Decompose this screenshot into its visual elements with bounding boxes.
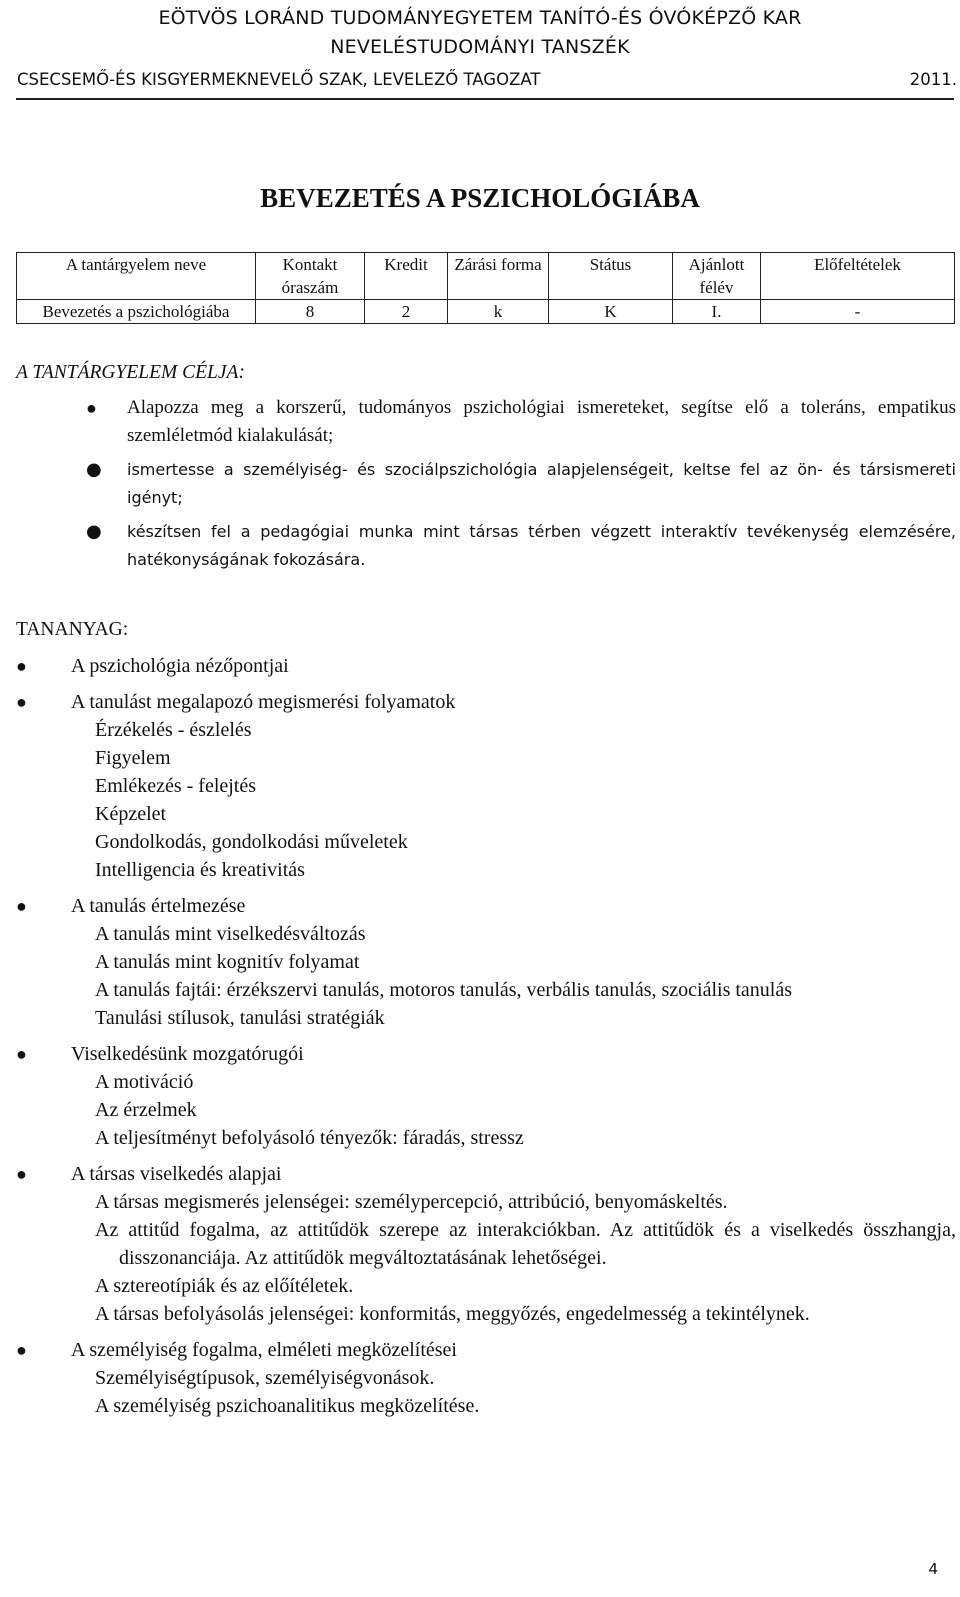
list-item: [16, 688, 956, 884]
subtopic-list: [71, 1188, 956, 1328]
table-header-cell: Kontakt óraszám: [256, 253, 365, 300]
subtopic-item: Érzékelés - észlelés: [95, 719, 252, 741]
table-cell: k: [448, 300, 549, 324]
subtopic-item: Képzelet: [95, 803, 167, 825]
header-program-row: [17, 70, 957, 89]
bullet-icon: ●: [86, 459, 102, 480]
table-header-cell: Státus: [549, 253, 673, 300]
table-cell: K: [549, 300, 673, 324]
goal-text: készítsen fel a pedagógiai munka mint társas térben végzett interaktív tevékenység elemzésére, hatékonyságának fokozására.: [127, 522, 956, 569]
topic-title: Viselkedésünk mozgatórugói: [71, 1043, 304, 1065]
topic-title: A tanulás értelmezése: [71, 895, 246, 917]
header-rule: [16, 98, 954, 100]
list-item: [86, 394, 956, 450]
header-program: CSECSEMŐ-ÉS KISGYERMEKNEVELŐ SZAK, LEVELEZŐ TAGOZAT: [17, 70, 541, 89]
bullet-icon: ●: [16, 656, 27, 676]
list-item: [16, 892, 956, 1032]
bullet-icon: ●: [16, 1340, 27, 1360]
subtopic-list: [71, 716, 956, 884]
subtopic-list: [71, 920, 956, 1032]
subtopic-list: [71, 1364, 956, 1420]
table-header-cell: A tantárgyelem neve: [17, 253, 256, 300]
subtopic-item: A teljesítményt befolyásoló tényezők: fáradás, stressz: [95, 1127, 524, 1149]
topic-title: A pszichológia nézőpontjai: [71, 655, 289, 677]
goal-text: ismertesse a személyiség- és szociálpszichológia alapjelenségeit, keltse fel az ön- és társismereti igényt;: [127, 460, 956, 507]
table-row: [17, 300, 955, 324]
list-item: [16, 1160, 956, 1328]
table-cell: 8: [256, 300, 365, 324]
document-title: BEVEZETÉS A PSZICHOLÓGIÁBA: [260, 183, 700, 213]
goal-heading: A TANTÁRGYELEM CÉLJA:: [16, 362, 245, 383]
table-header-cell: Előfeltételek: [761, 253, 955, 300]
subtopic-item: Emlékezés - felejtés: [95, 775, 257, 797]
curriculum-list: [16, 652, 956, 1420]
list-item: [86, 518, 956, 574]
subtopic-item: Intelligencia és kreativitás: [95, 859, 305, 881]
bullet-icon: ●: [16, 1044, 27, 1064]
table-header-row: [17, 253, 955, 300]
subtopic-item: A tanulás fajtái: érzékszervi tanulás, motoros tanulás, verbális tanulás, szociális tanulás: [95, 979, 793, 1001]
table-header-cell: Zárási forma: [448, 253, 549, 300]
topic-title: A társas viselkedés alapjai: [71, 1163, 282, 1185]
subtopic-item: Tanulási stílusok, tanulási stratégiák: [95, 1007, 385, 1029]
subtopic-item: Figyelem: [95, 747, 171, 769]
goal-list: [86, 394, 956, 574]
subtopic-item: A személyiség pszichoanalitikus megközelítése.: [95, 1395, 480, 1417]
bullet-icon: ●: [86, 521, 102, 542]
list-item: [16, 1336, 956, 1420]
topic-title: A tanulást megalapozó megismerési folyamatok: [71, 691, 456, 713]
table-cell: Bevezetés a pszichológiába: [17, 300, 256, 324]
subtopic-list: [71, 1068, 956, 1152]
subtopic-item: A sztereotípiák és az előítéletek.: [95, 1275, 354, 1297]
table-header-cell: Ajánlott félév: [673, 253, 761, 300]
subtopic-item: A tanulás mint kognitív folyamat: [95, 951, 360, 973]
header-university: EÖTVÖS LORÁND TUDOMÁNYEGYETEM TANÍTÓ-ÉS ÓVÓKÉPZŐ KAR: [158, 7, 802, 29]
table-cell: I.: [673, 300, 761, 324]
subtopic-item: A társas befolyásolás jelenségei: konformitás, meggyőzés, engedelmesség a tekintélynek.: [95, 1303, 810, 1325]
subtopic-item: A tanulás mint viselkedésváltozás: [95, 923, 366, 945]
table-header-cell: Kredit: [365, 253, 448, 300]
page-number: 4: [928, 1560, 938, 1578]
subtopic-item: A társas megismerés jelenségei: személypercepció, attribúció, benyomáskeltés.: [95, 1191, 728, 1213]
subtopic-item: A motiváció: [95, 1071, 194, 1093]
subtopic-item: Az érzelmek: [95, 1099, 197, 1121]
table-cell: 2: [365, 300, 448, 324]
subtopic-item: Gondolkodás, gondolkodási műveletek: [95, 831, 408, 853]
list-item: [16, 652, 956, 680]
table-cell: -: [761, 300, 955, 324]
bullet-icon: ●: [86, 398, 97, 418]
course-table: [16, 252, 955, 324]
list-item: [86, 456, 956, 512]
curriculum-heading: TANANYAG:: [16, 619, 129, 640]
subtopic-item: Az attitűd fogalma, az attitűdök szerepe az interakciókban. Az attitűdök és a viselkedés összhangja, disszonanciája. Az attitűdök megváltoztatásának lehetőségei.: [95, 1219, 956, 1269]
topic-title: A személyiség fogalma, elméleti megközelítései: [71, 1339, 457, 1361]
goal-text: Alapozza meg a korszerű, tudományos pszichológiai ismereteket, segítse elő a toleráns, empatikus szemléletmód kialakulását;: [127, 397, 956, 446]
header-year: 2011.: [909, 70, 957, 89]
bullet-icon: ●: [16, 896, 27, 916]
bullet-icon: ●: [16, 1164, 27, 1184]
bullet-icon: ●: [16, 692, 27, 712]
subtopic-item: Személyiségtípusok, személyiségvonások.: [95, 1367, 435, 1389]
header-department: NEVELÉSTUDOMÁNYI TANSZÉK: [330, 36, 630, 58]
list-item: [16, 1040, 956, 1152]
